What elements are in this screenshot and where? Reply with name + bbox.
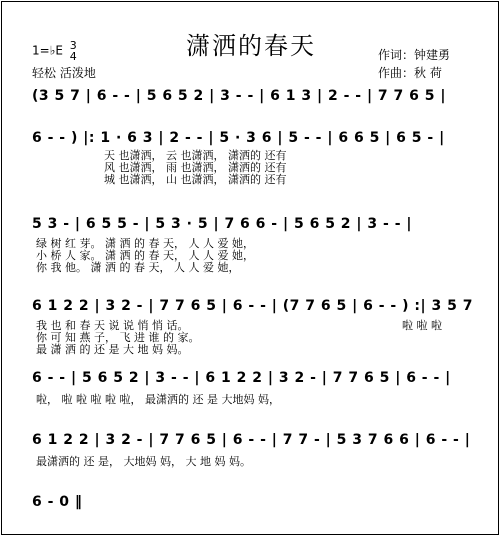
lyrics-line-3-verse-3: 你 我 他。 潇 洒 的 春 天， 人 人 爱 她， xyxy=(36,261,240,274)
composer-credit: 作曲：秋 荷 xyxy=(378,66,442,80)
song-title: 潇洒的春天 xyxy=(186,32,316,60)
tempo-marking: 轻松 活泼地 xyxy=(32,66,96,80)
lyrics-line-4-verse-1: 我 也 和 春 天 说 说 悄 悄 话。 xyxy=(36,319,189,332)
score-line-5: 6 - - | 5 6 5 2 | 3 - - | 6 1 2 2 | 3 2 - | 7 7 6 5 | 6 - - | xyxy=(32,370,451,386)
lyrics-line-2-verse-2: 风 也潇洒， 雨 也潇洒， 潇洒的 还有 xyxy=(104,161,287,174)
score-line-1: (3 5 7 | 6 - - | 5 6 5 2 | 3 - - | 6 1 3 | 2 - - | 7 7 6 5 | xyxy=(32,88,447,104)
time-signature xyxy=(70,40,77,62)
lyrics-line-2-verse-1: 天 也潇洒， 云 也潇洒， 潇洒的 还有 xyxy=(104,149,287,162)
score-line-2: 6 - - ) |: 1 · 6 3 | 2 - - | 5 · 3 6 | 5 - - | 6 6 5 | 6 5 - | xyxy=(32,130,445,146)
key-signature xyxy=(32,40,77,62)
lyrics-line-3-verse-1: 绿 树 红 芽。 潇 洒 的 春 天， 人 人 爱 她， xyxy=(36,237,254,250)
lyricist-credit: 作词：钟建勇 xyxy=(378,48,451,62)
lyrics-line-3-verse-2: 小 桥 人 家。 潇 洒 的 春 天， 人 人 爱 她， xyxy=(36,249,254,262)
time-numerator: 3 xyxy=(69,39,77,52)
lyrics-line-5: 啦， 啦 啦 啦 啦 啦， 最潇洒的 还 是 大地妈 妈， xyxy=(36,393,280,406)
lyrics-line-2-verse-3: 城 也潇洒， 山 也潇洒， 潇洒的 还有 xyxy=(104,173,287,186)
score-line-6: 6 1 2 2 | 3 2 - | 7 7 6 5 | 6 - - | 7 7 - | 5 3 7 6 6 | 6 - - | xyxy=(32,432,471,448)
score-line-3: 5 3 - | 6 5 5 - | 5 3 · 5 | 7 6 6 - | 5 6 5 2 | 3 - - | xyxy=(32,216,413,232)
score-line-4: 6 1 2 2 | 3 2 - | 7 7 6 5 | 6 - - | (7 7 6 5 | 6 - - ) :| 3 5 7 xyxy=(32,298,473,314)
lyrics-line-4-verse-3: 最 潇 洒 的 还 是 大 地 妈 妈。 xyxy=(36,343,189,356)
score-line-7: 6 - 0 ‖ xyxy=(32,494,83,510)
score-sheet xyxy=(1,1,499,535)
lyrics-line-4-extra: 啦 啦 啦 xyxy=(402,319,442,332)
key-label: 1=♭E xyxy=(32,43,63,58)
lyrics-line-4-verse-2: 你 可 知 燕 子， 飞 进 谁 的 家。 xyxy=(36,331,200,344)
lyrics-line-6: 最潇洒的 还 是， 大地妈 妈， 大 地 妈 妈。 xyxy=(36,455,251,468)
time-denominator: 4 xyxy=(69,50,77,63)
